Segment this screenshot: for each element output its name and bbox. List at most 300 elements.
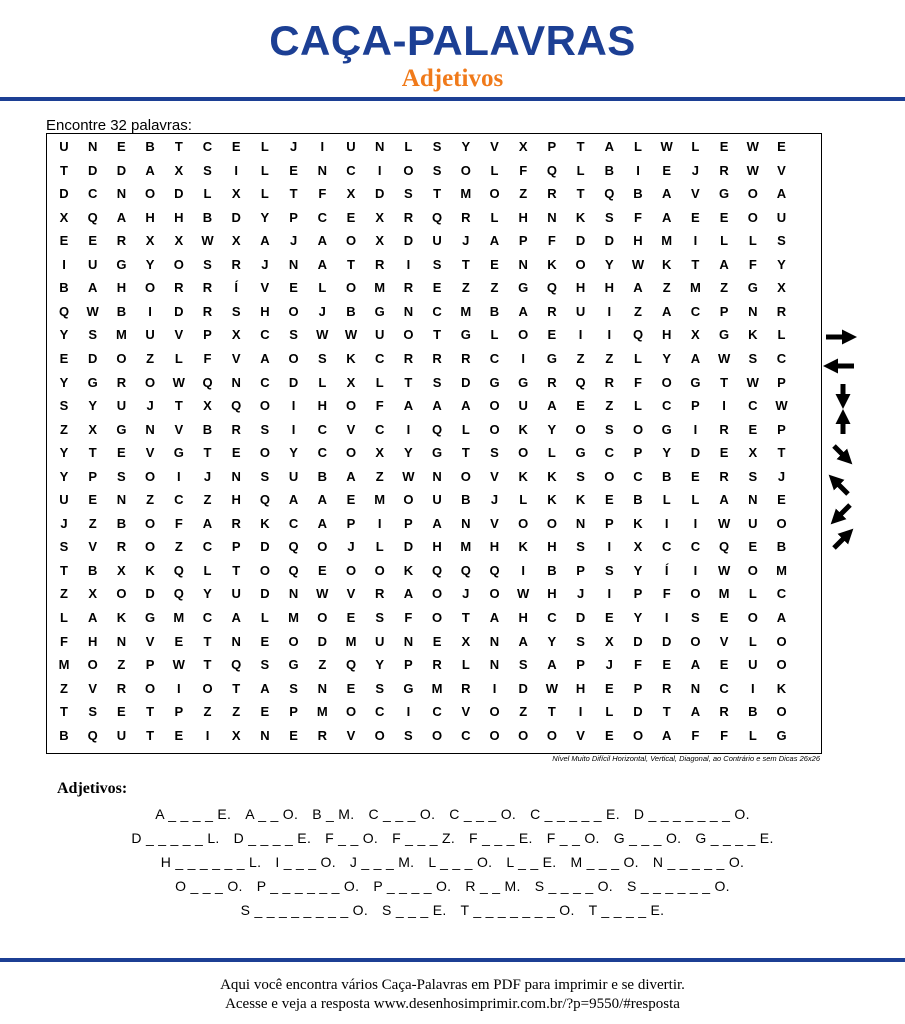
grid-letter: O [518,515,529,531]
grid-letter: W [746,162,759,178]
grid-letter: T [347,256,355,272]
grid-letter: T [203,445,212,461]
grid-letter: X [203,398,212,414]
grid-letter: O [403,162,414,178]
grid-letter: L [605,704,614,720]
grid-letter: M [776,562,787,578]
grid-letter: N [87,139,98,154]
grid-letter: V [490,515,499,531]
grid-letter: X [174,162,184,178]
word-clue: S _ _ _ _ _ _ _ _ O. [240,902,369,918]
grid-letter: O [747,562,758,578]
grid-letter: K [403,562,414,578]
grid-letter: C [776,350,787,366]
grid-letter: Y [547,633,557,649]
grid-letter: T [60,162,68,178]
grid-letter: C [202,610,213,625]
grid-letter: A [489,233,500,249]
grid-letter: C [461,727,471,743]
grid-letter: E [117,139,126,154]
grid-letter: D [633,704,643,720]
grid-letter: K [547,256,557,272]
grid-letter: B [661,468,672,484]
grid-letter: Z [375,468,384,484]
grid-letter: B [776,539,787,555]
grid-letter: Y [461,139,471,154]
grid-letter: O [489,421,500,437]
grid-letter: P [88,468,98,484]
grid-letter: O [145,186,156,202]
grid-letter: Y [777,256,786,272]
grid-letter: Q [432,209,443,225]
grid-letter: C [661,539,672,555]
grid-letter: Z [174,539,183,555]
grid-letter: R [719,421,729,437]
grid-letter: E [662,162,672,178]
grid-letter: R [374,586,385,602]
grid-letter: T [203,633,212,649]
grid-letter: E [59,350,69,366]
grid-letter: C [174,492,184,508]
grid-letter: Y [203,586,212,602]
grid-letter: O [432,586,443,602]
grid-letter: O [489,398,500,414]
grid-letter: H [518,209,528,225]
grid-letter: M [345,633,357,649]
grid-letter: D [317,633,327,649]
grid-letter: P [518,233,528,249]
grid-letter: E [662,657,672,673]
grid-letter: L [461,421,470,437]
grid-letter: N [374,139,385,154]
grid-letter: L [490,162,499,178]
grid-letter: O [776,633,787,649]
grid-letter: L [720,233,729,249]
grid-letter: R [432,657,442,673]
grid-letter: T [662,704,671,720]
grid-letter: F [519,162,528,178]
grid-letter: G [690,374,701,390]
grid-letter: S [117,468,126,484]
grid-letter: V [174,327,184,343]
grid-letter: S [604,562,614,578]
grid-letter: N [403,303,414,319]
grid-letter: J [347,539,355,555]
grid-letter: H [661,327,672,343]
grid-letter: T [547,704,556,720]
grid-letter: S [432,374,442,390]
grid-letter: C [489,350,500,366]
grid-letter: S [691,610,700,625]
grid-letter: N [260,727,270,743]
grid-letter: P [289,704,298,720]
grid-letter: V [461,704,471,720]
grid-letter: H [231,492,241,508]
grid-letter: G [87,374,98,390]
grid-letter: W [717,515,731,531]
grid-letter: Q [432,421,443,437]
grid-letter: I [377,162,382,178]
grid-letter: Y [633,562,643,578]
grid-letter: P [231,539,241,555]
word-clue: D _ _ _ _ E. [233,830,312,846]
grid-letter: G [116,421,127,437]
grid-letter: Y [547,421,557,437]
grid-letter: Q [231,657,242,673]
grid-letter: K [661,256,672,272]
grid-letter: I [693,421,698,437]
grid-letter: S [231,303,241,319]
grid-letter: M [689,280,701,296]
grid-letter: Z [146,492,155,508]
grid-letter: F [691,727,700,743]
grid-letter: N [461,515,471,531]
grid-letter: I [291,398,296,414]
grid-letter: L [634,139,642,154]
word-clue: A _ _ O. [245,806,299,822]
grid-letter: C [604,445,614,461]
grid-letter: T [433,327,442,343]
grid-letter: O [747,209,758,225]
grid-letter: A [776,186,787,202]
grid-letter: Y [633,610,643,625]
grid-letter: G [489,374,500,390]
grid-letter: D [461,374,471,390]
grid-letter: F [203,350,212,366]
grid-letter: S [490,445,499,461]
grid-letter: O [288,633,299,649]
grid-letter: Q [489,562,500,578]
grid-letter: Q [202,374,213,390]
grid-letter: U [432,492,442,508]
grid-letter: O [116,586,127,602]
word-clue: B _ M. [312,806,355,822]
grid-letter: Q [87,727,98,743]
grid-letter: M [460,186,472,202]
grid-letter: J [289,233,298,249]
word-clue: F _ _ _ Z. [392,830,456,846]
grid-letter: H [317,398,327,414]
grid-letter: Z [605,350,614,366]
grid-letter: C [374,704,385,720]
grid-letter: I [578,704,583,720]
grid-letter: K [547,492,557,508]
grid-letter: O [518,327,529,343]
grid-letter: I [578,327,583,343]
grid-letter: A [317,515,327,531]
grid-letter: X [346,186,356,202]
grid-letter: Q [58,303,70,319]
grid-letter: T [691,256,700,272]
grid-letter: Z [60,586,68,602]
grid-letter: O [345,280,357,296]
grid-letter: O [317,539,328,555]
grid-letter: A [690,657,701,673]
grid-letter: O [432,727,443,743]
grid-letter: Y [59,327,69,343]
grid-letter: G [374,303,385,319]
grid-letter: O [403,492,414,508]
grid-letter: E [346,492,356,508]
grid-letter: C [202,139,213,154]
grid-letter: Q [632,327,644,343]
grid-letter: E [289,280,298,296]
grid-letter: I [664,515,669,531]
grid-letter: T [576,186,585,202]
grid-letter: X [518,139,528,154]
grid-letter: A [317,492,327,508]
instruction-text: Encontre 32 palavras: [46,117,192,134]
grid-letter: Q [173,562,184,578]
grid-letter: N [116,492,127,508]
grid-letter: C [547,610,557,625]
grid-letter: I [693,562,698,578]
grid-letter: J [691,162,699,178]
grid-letter: Y [260,209,270,225]
grid-letter: L [260,139,269,154]
grid-letter: M [173,610,185,625]
grid-letter: V [777,162,786,178]
grid-letter: J [318,303,326,319]
grid-letter: O [145,680,156,696]
word-clue: M _ _ _ O. [570,854,639,870]
word-clue: R _ _ M. [465,878,521,894]
grid-letter: L [490,327,499,343]
grid-letter: Z [60,421,68,437]
grid-letter: S [432,256,442,272]
word-clue: S _ _ _ _ O. [534,878,613,894]
grid-letter: R [719,468,729,484]
grid-letter: C [260,327,270,343]
grid-letter: W [545,680,559,696]
grid-letter: S [576,539,585,555]
grid-letter: H [260,303,270,319]
grid-letter: S [748,350,758,366]
grid-letter: T [289,186,298,202]
grid-letter: R [202,280,213,296]
grid-letter: I [693,233,698,249]
grid-letter: C [633,468,643,484]
grid-letter: H [432,539,442,555]
grid-letter: A [202,515,213,531]
grid-letter: B [59,280,69,296]
grid-letter: R [317,727,327,743]
grid-letter: J [576,586,585,602]
grid-letter: S [59,398,69,414]
grid-letter: S [518,657,528,673]
word-search-grid [46,133,822,754]
grid-letter: D [374,186,385,202]
grid-letter: U [87,256,98,272]
grid-letter: E [691,209,700,225]
grid-letter: N [145,421,155,437]
grid-letter: Y [662,350,672,366]
grid-letter: S [59,539,69,555]
grid-letter: D [690,445,701,461]
grid-letter: Z [605,398,614,414]
grid-letter: L [519,492,528,508]
word-clue: I _ _ _ O. [275,854,336,870]
word-clue: D _ _ _ _ _ _ _ O. [633,806,750,822]
grid-letter: E [691,468,700,484]
grid-letter: H [633,233,643,249]
grid-letter: A [260,350,270,366]
grid-letter: H [87,633,98,649]
grid-letter: Z [519,704,528,720]
grid-letter: W [86,303,99,319]
grid-letter: A [518,303,528,319]
grid-letter: R [403,209,414,225]
grid-letter: H [174,209,184,225]
grid-letter: E [117,445,126,461]
grid-letter: Q [460,562,471,578]
grid-letter: E [289,162,298,178]
grid-letter: E [231,445,241,461]
grid-letter: P [547,139,557,154]
grid-letter: Z [662,280,671,296]
grid-letter: O [116,350,127,366]
word-clue: O _ _ _ O. [175,878,243,894]
grid-letter: S [404,727,413,743]
grid-letter: O [259,445,270,461]
grid-letter: S [375,610,385,625]
grid-letter: J [261,256,269,272]
grid-letter: L [662,492,671,508]
grid-letter: G [719,186,730,202]
word-clue: S _ _ _ E. [382,902,447,918]
grid-letter: O [575,256,586,272]
grid-letter: N [432,468,442,484]
grid-letter: O [345,233,357,249]
grid-letter: U [145,327,155,343]
grid-letter: U [432,233,442,249]
grid-letter: X [633,539,643,555]
grid-letter: R [604,374,614,390]
grid-letter: R [547,303,557,319]
word-list-line [0,876,905,896]
grid-letter: E [719,610,729,625]
grid-letter: Q [345,657,357,673]
grid-letter: S [289,327,298,343]
grid-letter: E [547,327,557,343]
grid-letter: X [604,633,614,649]
grid-letter: Y [88,398,98,414]
grid-letter: V [346,727,356,743]
grid-letter: I [607,539,612,555]
grid-letter: X [231,327,241,343]
grid-letter: U [231,586,241,602]
word-clue: H _ _ _ _ _ _ L. [160,854,262,870]
grid-letter: N [690,680,701,696]
grid-letter: T [404,374,413,390]
grid-letter: J [289,139,298,154]
grid-letter: D [661,633,672,649]
grid-letter: X [231,233,241,249]
grid-letter: A [604,139,614,154]
grid-letter: P [346,515,356,531]
grid-letter: X [691,327,700,343]
grid-letter: V [490,468,499,484]
grid-letter: K [518,421,528,437]
grid-letter: T [777,445,786,461]
grid-letter: O [690,633,701,649]
grid-letter: O [747,610,758,625]
grid-letter: K [547,468,557,484]
grid-letter: U [374,633,385,649]
grid-letter: Z [720,280,729,296]
grid-letter: J [60,515,68,531]
word-list-title: Adjetivos: [57,780,128,797]
grid-letter: A [719,256,729,272]
grid-letter: Q [288,539,299,555]
grid-letter: Y [604,256,614,272]
grid-letter: D [518,680,528,696]
grid-letter: M [718,586,730,602]
grid-letter: O [145,280,156,296]
word-list-line [0,828,905,848]
grid-letter: I [377,515,382,531]
grid-letter: F [634,209,642,225]
grid-letter: M [288,610,300,625]
grid-letter: T [60,562,68,578]
grid-letter: O [87,657,98,673]
grid-letter: E [260,704,270,720]
word-list-line [0,852,905,872]
grid-letter: Q [719,539,730,555]
grid-letter: B [633,492,643,508]
grid-letter: E [117,704,126,720]
grid-letter: C [748,398,758,414]
grid-letter: M [661,233,673,249]
word-clue: D _ _ _ _ _ L. [131,830,220,846]
grid-letter: A [145,162,155,178]
grid-letter: V [88,539,98,555]
grid-letter: T [720,374,729,390]
word-clue: F _ _ O. [325,830,379,846]
grid-letter: G [719,327,730,343]
grid-letter: K [518,468,528,484]
word-clue: C _ _ _ _ _ E. [530,806,620,822]
grid-letter: T [433,186,442,202]
grid-letter: D [174,186,184,202]
grid-letter: P [777,374,786,390]
grid-letter: N [748,492,758,508]
grid-letter: Z [318,657,327,673]
grid-letter: I [406,704,411,720]
grid-letter: R [403,280,414,296]
grid-letter: W [172,657,185,673]
grid-letter: H [604,280,614,296]
grid-letter: P [404,657,413,673]
grid-letter: E [88,233,98,249]
grid-letter: L [260,162,269,178]
grid-letter: H [547,586,557,602]
grid-letter: R [202,303,213,319]
grid-letter: R [547,374,557,390]
grid-letter: G [575,445,586,461]
grid-letter: D [575,233,586,249]
grid-letter: S [203,162,212,178]
grid-letter: Q [259,492,270,508]
grid-letter: F [634,657,642,673]
grid-letter: G [403,680,414,696]
grid-letter: S [260,468,270,484]
grid-letter: Y [59,445,69,461]
grid-letter: E [289,727,298,743]
grid-letter: A [432,398,442,414]
grid-difficulty-caption: Nível Muito Difícil Horizontal, Vertical, Diagonal, ao Contrário e sem Dicas 26x26 [552,754,820,763]
grid-letter: R [661,680,672,696]
